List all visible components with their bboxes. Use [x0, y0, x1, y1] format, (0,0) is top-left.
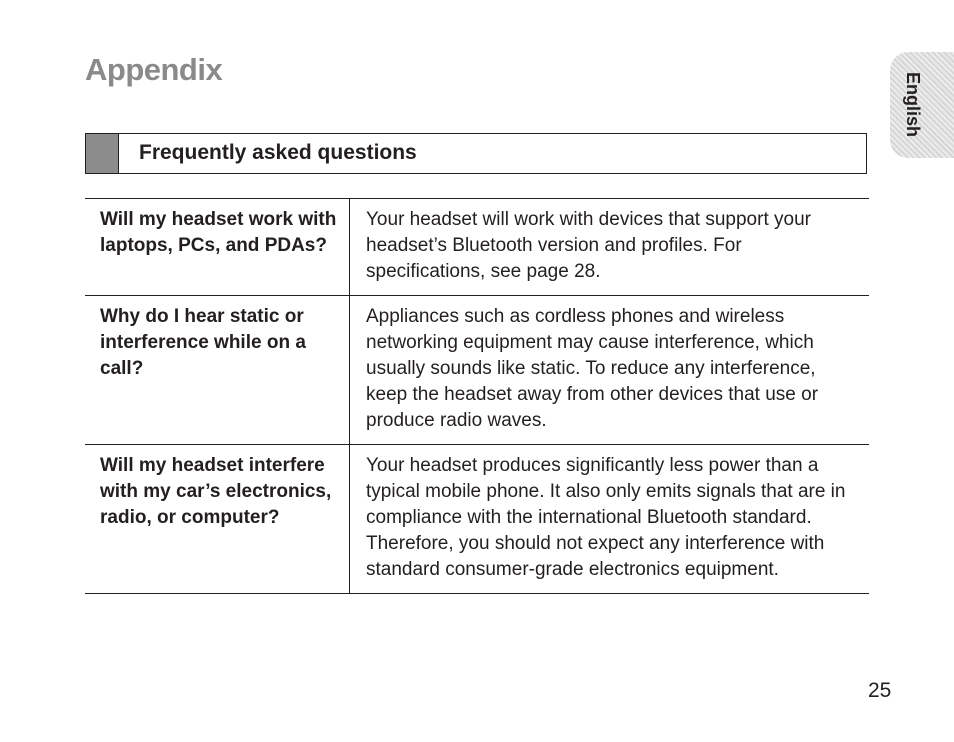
faq-row	[85, 445, 869, 594]
faq-question: Why do I hear static or interference while on a call?	[85, 296, 350, 445]
page-number: 25	[868, 679, 892, 702]
faq-answer: Your headset will work with devices that support your headset’s Bluetooth version and profiles. For specifications, see page 28.	[350, 199, 870, 296]
faq-question: Will my headset work with laptops, PCs, and PDAs?	[85, 199, 350, 296]
faq-answer: Appliances such as cordless phones and wireless networking equipment may cause interference, which usually sounds like static. To reduce any interference, keep the headset away from other devices that use or produce radio waves.	[350, 296, 870, 445]
faq-answer: Your headset produces significantly less power than a typical mobile phone. It also only emits signals that are in compliance with the international Bluetooth standard. Therefore, you should not expect any interference with standard consumer-grade electronics equipment.	[350, 445, 870, 594]
faq-table	[85, 198, 869, 594]
section-header-marker	[86, 134, 119, 173]
page-title: Appendix	[85, 52, 223, 87]
faq-row	[85, 199, 869, 296]
faq-question: Will my headset interfere with my car’s electronics, radio, or computer?	[85, 445, 350, 594]
section-title: Frequently asked questions	[139, 141, 417, 164]
section-header	[85, 133, 867, 174]
language-tab-label: English	[903, 72, 923, 138]
faq-row	[85, 296, 869, 445]
